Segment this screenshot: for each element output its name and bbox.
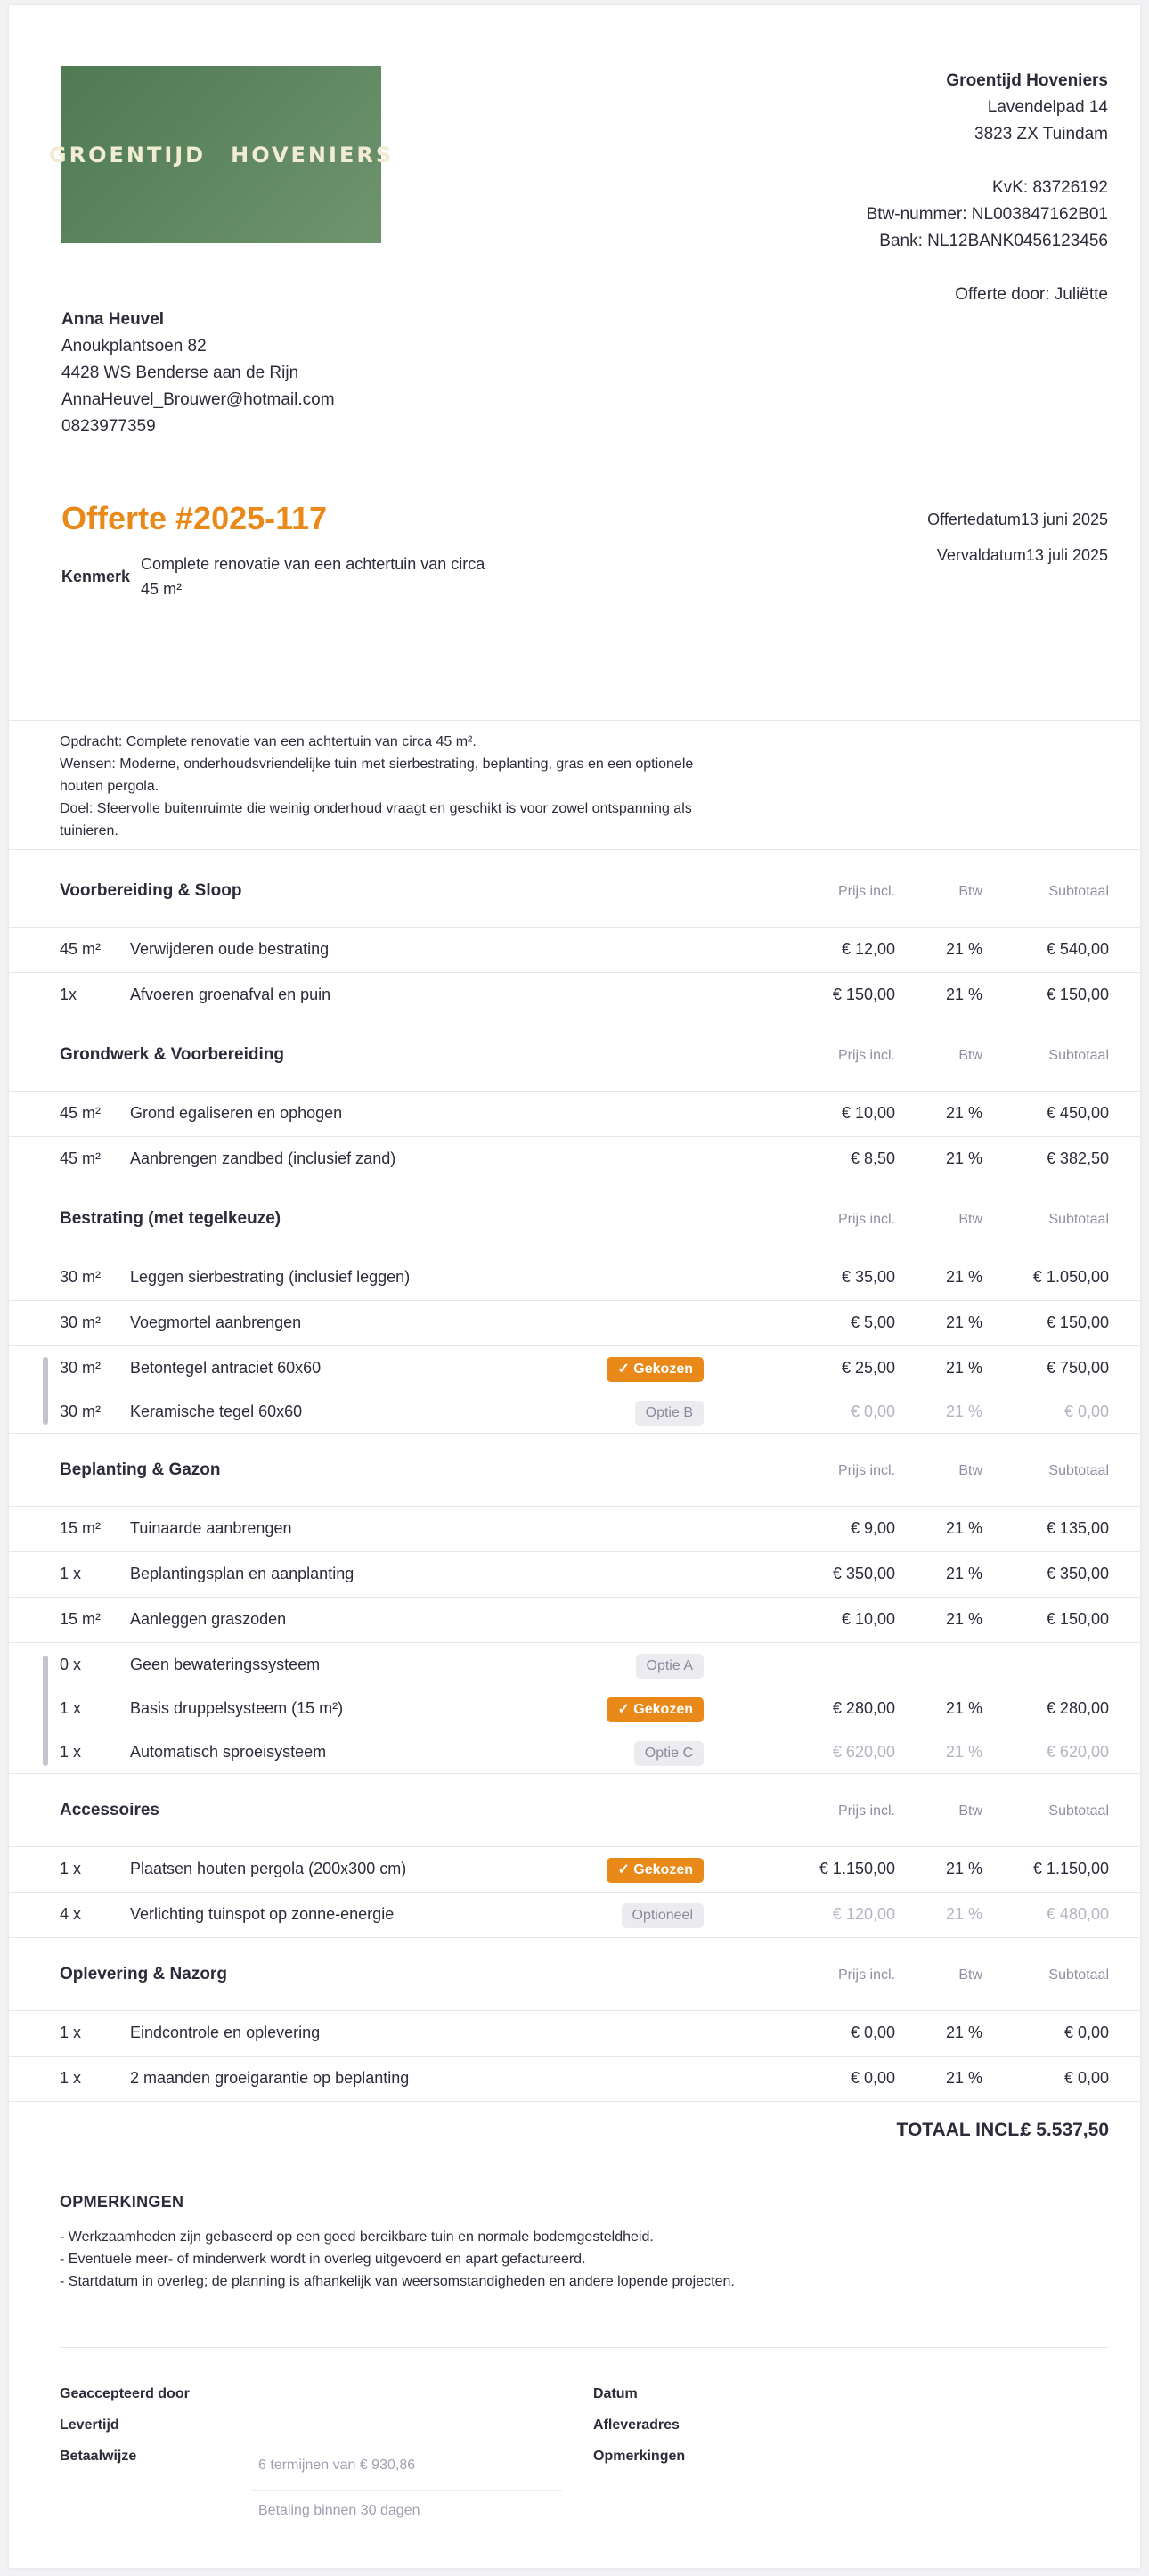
logo-text-right: HOVENIERS (231, 142, 395, 168)
total-label: TOTAAL INCL. (896, 2120, 1024, 2140)
row-qty: 1 x (60, 1699, 82, 1717)
opmerkingen-label: Opmerkingen (593, 2449, 686, 2464)
betaalwijze-label: Betaalwijze (60, 2449, 137, 2464)
row-vat: 21 % (945, 2024, 982, 2041)
table-row (9, 1255, 1140, 1301)
table-row (9, 1092, 1140, 1137)
option-row[interactable] (9, 1390, 1140, 1434)
client-email: AnnaHeuvel_Brouwer@hotmail.com (61, 390, 335, 409)
row-price: € 10,00 (841, 1104, 895, 1122)
row-price: € 8,50 (850, 1149, 895, 1167)
table-row (9, 1552, 1140, 1598)
row-desc: Betontegel antraciet 60x60 (130, 1359, 322, 1377)
afleveradres-label: Afleveradres (593, 2417, 680, 2433)
row-vat: 21 % (945, 1519, 982, 1537)
row-vat: 21 % (945, 1268, 982, 1286)
option-row[interactable] (9, 1346, 1140, 1390)
row-desc: Basis druppelsysteem (15 m²) (130, 1699, 344, 1717)
row-vat: 21 % (945, 1359, 982, 1377)
row-desc: Verlichting tuinspot op zonne-energie (130, 1905, 395, 1923)
table-row (9, 1137, 1140, 1182)
col-price-header: Prijs incl. (837, 1803, 895, 1819)
row-vat: 21 % (945, 940, 982, 958)
divider (60, 2347, 1109, 2348)
table-row (9, 2011, 1140, 2057)
col-subtotal-header: Subtotaal (1048, 884, 1109, 899)
row-desc: Afvoeren groenafval en puin (130, 985, 331, 1003)
section-title: Voorbereiding & Sloop (60, 881, 242, 900)
row-vat: 21 % (945, 1743, 982, 1761)
row-qty: 15 m² (60, 1610, 102, 1628)
row-desc: Aanbrengen zandbed (inclusief zand) (130, 1149, 396, 1167)
row-qty: 1 x (60, 1743, 82, 1761)
row-subtotal: € 150,00 (1046, 1610, 1109, 1628)
row-desc: Beplantingsplan en aanplanting (130, 1565, 354, 1582)
row-price: € 5,00 (850, 1313, 895, 1331)
kenmerk (61, 552, 497, 601)
chosen-badge[interactable]: ✓ Gekozen (607, 1858, 704, 1883)
row-vat: 21 % (945, 1860, 982, 1877)
row-desc: Keramische tegel 60x60 (130, 1402, 303, 1420)
quote-table (9, 855, 1140, 2166)
row-subtotal: € 1.050,00 (1032, 1268, 1109, 1286)
row-desc: Verwijderen oude bestrating (130, 940, 330, 958)
row-price: € 0,00 (850, 2069, 895, 2087)
row-subtotal: € 750,00 (1046, 1359, 1109, 1377)
remark-line: - Eventuele meer- of minderwerk wordt in overleg uitgevoerd en apart gefactureerd. (60, 2252, 586, 2267)
col-subtotal-header: Subtotaal (1048, 1212, 1109, 1227)
row-subtotal: € 540,00 (1046, 940, 1109, 958)
row-subtotal: € 350,00 (1046, 1565, 1109, 1582)
col-vat-header: Btw (958, 1967, 982, 1983)
row-qty: 15 m² (60, 1519, 102, 1537)
row-qty: 30 m² (60, 1268, 102, 1286)
intro-text (60, 731, 701, 842)
row-subtotal: € 382,50 (1046, 1149, 1109, 1167)
row-subtotal: € 1.150,00 (1032, 1860, 1109, 1877)
row-qty: 0 x (60, 1656, 82, 1673)
row-subtotal: € 150,00 (1046, 985, 1109, 1003)
section-title: Accessoires (60, 1801, 159, 1820)
row-price: € 280,00 (832, 1699, 895, 1717)
row-price: € 1.150,00 (819, 1860, 895, 1877)
datum-label: Datum (593, 2386, 638, 2401)
option-row[interactable] (9, 1687, 1140, 1730)
col-vat-header: Btw (958, 1212, 982, 1227)
table-row (9, 928, 1140, 973)
company-info (867, 68, 1108, 308)
chosen-badge[interactable]: ✓ Gekozen (607, 1697, 704, 1722)
col-subtotal-header: Subtotaal (1048, 1463, 1109, 1478)
row-price: € 0,00 (850, 2024, 895, 2041)
row-desc: Voegmortel aanbrengen (130, 1313, 302, 1331)
client-phone: 0823977359 (61, 417, 156, 436)
option-group-tiles (9, 1346, 1140, 1434)
client-info (61, 307, 335, 440)
option-row[interactable] (9, 1730, 1140, 1774)
row-qty: 4 x (60, 1905, 82, 1923)
col-price-header: Prijs incl. (837, 1463, 895, 1478)
row-price: € 9,00 (850, 1519, 895, 1537)
row-vat: 21 % (945, 1610, 982, 1628)
grand-total (9, 2102, 1140, 2166)
col-price-header: Prijs incl. (837, 1967, 895, 1983)
row-qty: 45 m² (60, 1104, 102, 1122)
row-qty: 45 m² (60, 940, 102, 958)
company-name: Groentijd Hoveniers (946, 71, 1108, 90)
betaalwijze-betaling: Betaling binnen 30 dagen (258, 2503, 420, 2518)
row-subtotal: € 480,00 (1046, 1905, 1109, 1923)
table-row (9, 1507, 1140, 1552)
table-row[interactable] (9, 1847, 1140, 1893)
company-bank: Bank: NL12BANK0456123456 (879, 232, 1108, 250)
row-price: € 350,00 (832, 1565, 895, 1582)
row-subtotal: € 135,00 (1046, 1519, 1109, 1537)
logo-text-left: GROENTIJD (48, 142, 207, 168)
remark-line: - Werkzaamheden zijn gebaseerd op een goed bereikbare tuin en normale bodemgesteldheid. (60, 2229, 654, 2245)
vervaldatum-label: Vervaldatum (936, 546, 1026, 564)
row-qty: 45 m² (60, 1149, 102, 1167)
col-price-header: Prijs incl. (837, 884, 895, 899)
option-badge[interactable]: Optie C (634, 1741, 704, 1766)
section-title: Beplanting & Gazon (60, 1460, 221, 1479)
row-subtotal: € 280,00 (1046, 1699, 1109, 1717)
row-desc: Tuinaarde aanbrengen (130, 1519, 292, 1537)
col-vat-header: Btw (958, 1803, 982, 1819)
levertijd-label: Levertijd (60, 2417, 119, 2433)
row-vat: 21 % (945, 1699, 982, 1717)
table-row (9, 1598, 1140, 1643)
option-badge[interactable]: Optie B (635, 1401, 704, 1426)
col-vat-header: Btw (958, 1048, 982, 1063)
section-title: Bestrating (met tegelkeuze) (60, 1209, 281, 1228)
total-value: € 5.537,50 (1020, 2120, 1109, 2140)
section-title: Oplevering & Nazorg (60, 1965, 227, 1983)
client-street: Anoukplantsoen 82 (61, 337, 207, 356)
row-subtotal: € 620,00 (1046, 1743, 1109, 1761)
row-desc: Aanleggen graszoden (130, 1610, 287, 1628)
section-header (9, 1018, 1140, 1092)
vervaldatum-value: 13 juli 2025 (1025, 546, 1108, 564)
intro-line: Opdracht: Complete renovatie van een achtertuin van circa 45 m². (60, 734, 477, 749)
table-row (9, 1301, 1140, 1346)
betaalwijze-termijnen: 6 termijnen van € 930,86 (258, 2457, 416, 2473)
row-price: € 620,00 (832, 1743, 895, 1761)
row-desc: Eindcontrole en oplevering (130, 2024, 321, 2041)
option-badge[interactable]: Optie A (636, 1654, 704, 1679)
table-row (9, 2057, 1140, 2102)
row-price: € 25,00 (841, 1359, 895, 1377)
remarks (60, 2193, 737, 2293)
row-qty: 1x (60, 985, 77, 1003)
row-vat: 21 % (945, 2069, 982, 2087)
geaccepteerd-label: Geaccepteerd door (60, 2386, 190, 2401)
offertedatum-value: 13 juni 2025 (1020, 511, 1108, 528)
row-price: € 35,00 (841, 1268, 895, 1286)
row-subtotal: € 0,00 (1063, 2024, 1109, 2041)
row-desc: 2 maanden groeigarantie op beplanting (130, 2069, 410, 2087)
quote-title: Offerte #2025-117 (61, 500, 328, 536)
divider (252, 2490, 562, 2491)
section-header (9, 1774, 1140, 1847)
option-row[interactable] (9, 1643, 1140, 1687)
row-subtotal: € 450,00 (1046, 1104, 1109, 1122)
offerte-door: Offerte door: Juliëtte (955, 285, 1108, 304)
remark-line: - Startdatum in overleg; de planning is afhankelijk van weersomstandigheden en andere lopende projecten. (60, 2274, 735, 2289)
kenmerk-value: Complete renovatie van een achtertuin van circa 45 m² (141, 555, 485, 598)
row-vat: 21 % (945, 985, 982, 1003)
row-price: € 0,00 (850, 1402, 895, 1420)
col-price-header: Prijs incl. (837, 1212, 895, 1227)
row-vat: 21 % (945, 1313, 982, 1331)
row-vat: 21 % (945, 1104, 982, 1122)
row-price: € 12,00 (841, 940, 895, 958)
col-vat-header: Btw (958, 1463, 982, 1478)
row-vat: 21 % (945, 1565, 982, 1582)
section-header (9, 1434, 1140, 1507)
row-qty: 30 m² (60, 1359, 102, 1377)
table-row[interactable] (9, 1893, 1140, 1938)
company-street: Lavendelpad 14 (987, 98, 1108, 117)
row-qty: 1 x (60, 1860, 82, 1877)
row-price: € 120,00 (832, 1905, 895, 1923)
client-city: 4428 WS Benderse aan de Rijn (61, 364, 299, 382)
row-price: € 150,00 (832, 985, 895, 1003)
table-row (9, 973, 1140, 1018)
row-desc: Leggen sierbestrating (inclusief leggen) (130, 1268, 411, 1286)
chosen-badge[interactable]: ✓ Gekozen (607, 1357, 704, 1382)
row-price: € 10,00 (841, 1610, 895, 1628)
row-desc: Geen bewateringssysteem (130, 1656, 321, 1673)
row-subtotal: € 0,00 (1063, 2069, 1109, 2087)
row-vat: 21 % (945, 1149, 982, 1167)
optional-badge[interactable]: Optioneel (622, 1903, 705, 1928)
client-name: Anna Heuvel (61, 310, 165, 329)
intro-line: Doel: Sfeervolle buitenruimte die weinig onderhoud vraagt en geschikt is voor zowel ontspanning als tuinieren. (60, 801, 692, 838)
col-subtotal-header: Subtotaal (1048, 1803, 1109, 1819)
row-desc: Grond egaliseren en ophogen (130, 1104, 343, 1122)
divider (9, 720, 1140, 721)
section-header (9, 1938, 1140, 2011)
col-subtotal-header: Subtotaal (1048, 1967, 1109, 1983)
offertedatum-label: Offertedatum (927, 511, 1021, 528)
row-subtotal: € 0,00 (1063, 1402, 1109, 1420)
row-qty: 30 m² (60, 1313, 102, 1331)
quote-dates (927, 502, 1108, 573)
row-qty: 1 x (60, 2069, 82, 2087)
section-header (9, 1182, 1140, 1255)
section-title: Grondwerk & Voorbereiding (60, 1045, 284, 1064)
intro-line: Wensen: Moderne, onderhoudsvriendelijke tuin met sierbestrating, beplanting, gras en een optionele houten pergola. (60, 756, 694, 794)
row-qty: 1 x (60, 1565, 82, 1582)
company-kvk: KvK: 83726192 (992, 178, 1108, 197)
row-subtotal: € 150,00 (1046, 1313, 1109, 1331)
company-logo (48, 66, 395, 243)
row-desc: Plaatsen houten pergola (200x300 cm) (130, 1860, 407, 1877)
row-vat: 21 % (945, 1905, 982, 1923)
company-city: 3823 ZX Tuindam (974, 125, 1108, 143)
row-desc: Automatisch sproeisysteem (130, 1743, 327, 1761)
quote-page (9, 5, 1140, 2568)
row-vat: 21 % (945, 1402, 982, 1420)
option-group-irrigation (9, 1643, 1140, 1774)
col-price-header: Prijs incl. (837, 1048, 895, 1063)
company-btw: Btw-nummer: NL003847162B01 (866, 205, 1108, 224)
divider (9, 849, 1140, 850)
col-vat-header: Btw (958, 884, 982, 899)
row-qty: 30 m² (60, 1402, 102, 1420)
section-header (9, 855, 1140, 928)
remarks-title: OPMERKINGEN (60, 2193, 184, 2211)
row-qty: 1 x (60, 2024, 82, 2041)
col-subtotal-header: Subtotaal (1048, 1048, 1109, 1063)
kenmerk-label: Kenmerk (61, 568, 131, 585)
